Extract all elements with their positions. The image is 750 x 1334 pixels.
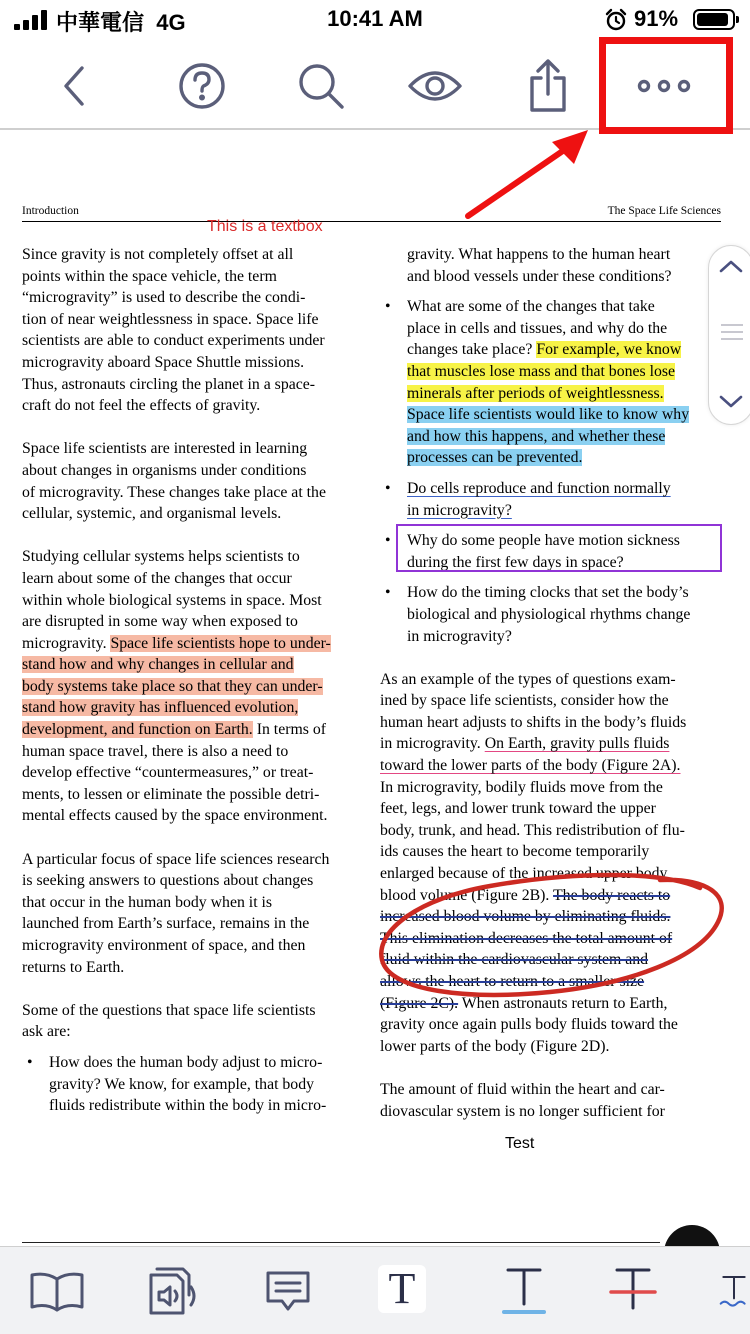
text-line	[22, 849, 364, 871]
view-icon	[406, 66, 464, 106]
text-line	[22, 503, 364, 525]
text-line	[22, 330, 364, 352]
line-text: about changes in organisms under conditions	[22, 461, 307, 479]
annotated-text[interactable]: that muscles lose mass and that bones lose	[407, 362, 676, 380]
text-line	[380, 339, 722, 361]
annotated-text[interactable]: stand how gravity has influenced evolution,	[22, 699, 299, 717]
bullet-icon: •	[385, 479, 391, 497]
line-text: ments, to lessen or eliminate the possible detri-	[22, 785, 320, 803]
search-button[interactable]	[289, 54, 353, 118]
text-line	[22, 1000, 364, 1022]
text-line	[22, 460, 364, 482]
line-text: cellular, systemic, and organismal levels.	[22, 505, 282, 523]
line-text: are disrupted in some way when exposed to	[22, 613, 298, 631]
annotated-text[interactable]: increased blood volume by eliminating fluids.	[380, 908, 671, 926]
line-text: In terms of	[252, 721, 327, 739]
line-text: diovascular system is no longer sufficient for	[380, 1102, 665, 1120]
textbox-annotation[interactable]: This is a textbox	[207, 218, 323, 235]
line-text: changes take place?	[407, 341, 537, 359]
text-line	[22, 935, 364, 957]
line-text: Space life scientists are interested in learning	[22, 440, 308, 458]
line-text: and blood vessels under these conditions?	[407, 267, 672, 285]
line-text: As an example of the types of questions exam-	[380, 670, 676, 688]
annotated-text[interactable]: stand how and why changes in cellular and	[22, 656, 294, 674]
line-text: points within the space vehicle, the term	[22, 267, 277, 285]
read-aloud-button[interactable]	[143, 1263, 203, 1319]
line-text: human space travel, there is also a need to	[22, 742, 289, 760]
squiggly-tool-icon	[718, 1264, 750, 1318]
help-icon	[176, 60, 228, 112]
annotated-text[interactable]: and how this happens, and whether these	[407, 427, 666, 445]
text-line	[380, 604, 722, 626]
text-line	[22, 762, 364, 784]
text-line	[22, 654, 364, 676]
line-text: When astronauts return to Earth,	[458, 994, 668, 1012]
text-line	[22, 395, 364, 417]
comment-icon	[262, 1269, 314, 1313]
line-text: of microgravity. These changes take place at the	[22, 483, 326, 501]
line-text: during the first few days in space?	[407, 553, 624, 571]
text-line	[380, 361, 722, 383]
text-line	[22, 590, 364, 612]
read-aloud-icon	[145, 1265, 201, 1317]
line-text: place in cells and tissues, and why do the	[407, 319, 668, 337]
annotated-text[interactable]: Do cells reproduce and function normally	[407, 479, 671, 497]
line-text: ids causes the heart to become temporarily	[380, 843, 650, 861]
paragraph-gap	[380, 647, 722, 669]
line-text: The amount of fluid within the heart and car-	[380, 1080, 665, 1098]
text-line	[380, 1014, 722, 1036]
line-text: body, trunk, and head. This redistribution of flu-	[380, 821, 685, 839]
annotated-text[interactable]: On Earth, gravity pulls fluids	[484, 735, 670, 753]
page-figure-fragment	[664, 1225, 720, 1246]
comment-button[interactable]	[258, 1263, 318, 1319]
text-tool-icon: T	[388, 1264, 416, 1313]
text-line	[22, 266, 364, 288]
line-text: tion of near weightlessness in space. Space life	[22, 310, 319, 328]
line-text: gravity? We know, for example, that body	[49, 1075, 315, 1093]
text-line	[22, 374, 364, 396]
text-line	[380, 669, 722, 691]
squiggly-tool-button[interactable]	[718, 1263, 750, 1319]
annotated-text[interactable]: allows the heart to return to a smaller size	[380, 973, 645, 990]
share-button[interactable]	[516, 54, 580, 118]
strikethrough-tool-button[interactable]	[603, 1263, 663, 1319]
line-text: How do the timing clocks that set the body’s	[407, 584, 689, 602]
text-line	[380, 383, 722, 405]
text-line	[22, 482, 364, 504]
text-line	[380, 690, 722, 712]
text-line	[380, 447, 722, 469]
scroll-down-icon[interactable]	[717, 392, 745, 412]
line-text: blood volume (Figure 2B).	[380, 886, 554, 904]
page-bottom-rule	[22, 1242, 660, 1243]
text-line	[22, 438, 364, 460]
text-line	[380, 1101, 722, 1123]
line-text: gravity. What happens to the human heart	[407, 246, 671, 263]
paragraph-gap	[22, 525, 364, 547]
document-page	[0, 140, 750, 1246]
underline-tool-icon	[500, 1264, 548, 1318]
annotated-text[interactable]: minerals after periods of weightlessness.	[407, 384, 664, 402]
annotated-text[interactable]: toward the lower parts of the body (Figure 2A).	[380, 757, 681, 775]
bullet-icon: •	[385, 584, 391, 602]
line-text: In microgravity, bodily fluids move from the	[380, 778, 663, 796]
text-line	[380, 755, 722, 777]
text-line	[22, 611, 364, 633]
line-text: Some of the questions that space life scientists	[22, 1001, 316, 1019]
line-text: Why do some people have motion sickness	[407, 532, 680, 550]
text-line	[380, 318, 722, 340]
text-line	[22, 1095, 364, 1117]
paragraph-gap	[380, 573, 722, 582]
search-icon	[295, 60, 347, 112]
line-text: enlarged because of the increased upper body	[380, 865, 668, 883]
text-line	[22, 892, 364, 914]
running-header-right: The Space Life Sciences	[607, 205, 721, 217]
text-line	[22, 568, 364, 590]
line-text: Since gravity is not completely offset at all	[22, 246, 294, 263]
line-text: launched from Earth’s surface, remains in the	[22, 915, 310, 933]
line-text: develop effective “countermeasures,” or treat-	[22, 764, 314, 782]
line-text: fluids redistribute within the body in micro-	[49, 1097, 327, 1115]
text-line	[380, 820, 722, 842]
paragraph-gap	[380, 287, 722, 296]
text-line	[22, 697, 364, 719]
line-text: gravity once again pulls body fluids toward the	[380, 1016, 678, 1034]
rectangle-annotation[interactable]	[396, 524, 722, 572]
text-line	[22, 676, 364, 698]
annotated-text[interactable]: Space life scientists would like to know why	[407, 406, 690, 424]
text-line	[380, 798, 722, 820]
text-line	[380, 244, 722, 266]
bullet-icon: •	[385, 532, 391, 550]
line-text: microgravity environment of space, and then	[22, 937, 306, 954]
line-text: within whole biological systems in space. Most	[22, 591, 322, 609]
annotated-text[interactable]: processes can be prevented.	[407, 449, 583, 467]
text-line	[22, 287, 364, 309]
line-text: microgravity aboard Space Shuttle missions.	[22, 353, 305, 371]
page-scroller[interactable]	[708, 245, 750, 425]
text-line	[380, 626, 722, 648]
view-button[interactable]	[403, 54, 467, 118]
annotated-text[interactable]: body systems take place so that they can under-	[22, 677, 323, 695]
text-line	[22, 913, 364, 935]
annotated-text[interactable]: (Figure 2C).	[380, 994, 459, 1012]
annotation-toolbar	[0, 1246, 750, 1334]
left-column	[22, 244, 364, 1117]
book-icon	[28, 1269, 86, 1313]
text-line	[22, 1074, 364, 1096]
line-text: What are some of the changes that take	[407, 298, 655, 316]
paragraph-gap	[380, 469, 722, 478]
line-text: feet, legs, and lower trunk toward the upper	[380, 800, 656, 818]
text-line	[22, 805, 364, 827]
status-bar	[0, 0, 750, 40]
line-text: human heart adjusts to shifts in the body’s fluids	[380, 713, 687, 731]
annotated-text[interactable]: in microgravity?	[407, 501, 512, 519]
text-line	[22, 309, 364, 331]
battery-percent: 91%	[634, 6, 679, 31]
line-text: Studying cellular systems helps scientists to	[22, 548, 300, 566]
annotation-highlight-box	[599, 37, 733, 134]
line-text: biological and physiological rhythms change	[407, 605, 691, 623]
annotated-text[interactable]: fluid within the cardiovascular system and	[380, 951, 649, 969]
bullet-icon: •	[27, 1053, 33, 1071]
line-text: returns to Earth.	[22, 958, 125, 976]
annotated-text[interactable]: The body reacts to	[553, 886, 671, 904]
text-line	[380, 1036, 722, 1058]
text-line	[22, 633, 364, 655]
line-text: scientists are able to conduct experiments under	[22, 332, 325, 350]
line-text: ask are:	[22, 1023, 71, 1041]
line-text: microgravity.	[22, 634, 111, 652]
line-text: “microgravity” is used to describe the condi-	[22, 289, 306, 307]
text-line	[380, 733, 722, 755]
line-text: A particular focus of space life sciences research	[22, 850, 330, 868]
annotated-text[interactable]: For example, we know	[536, 341, 682, 359]
line-text: in microgravity.	[380, 735, 485, 753]
text-line	[380, 1079, 722, 1101]
paragraph-gap	[380, 1057, 722, 1079]
help-button[interactable]	[170, 54, 234, 118]
arrow-annotation	[460, 120, 600, 224]
line-text: lower parts of the body (Figure 2D).	[380, 1037, 610, 1055]
scroll-grip-icon[interactable]	[721, 324, 743, 344]
scroll-up-icon[interactable]	[717, 256, 745, 276]
annotated-text[interactable]: This elimination decreases the total amount of	[380, 929, 673, 947]
list-item-line	[380, 478, 722, 500]
annotated-text[interactable]: Space life scientists hope to under-	[110, 634, 331, 652]
list-item-line	[380, 582, 722, 604]
strikethrough-tool-icon	[607, 1264, 659, 1318]
text-line	[380, 500, 722, 522]
line-text: learn about some of the changes that occur	[22, 569, 292, 587]
text-line	[380, 266, 722, 288]
text-line	[380, 777, 722, 799]
test-text-annotation[interactable]: Test	[505, 1135, 535, 1152]
alarm-icon	[604, 8, 628, 32]
paragraph-gap	[22, 978, 364, 1000]
text-line	[22, 870, 364, 892]
text-line	[380, 712, 722, 734]
text-line	[22, 719, 364, 741]
list-item-line	[380, 296, 722, 318]
paragraph-gap	[22, 417, 364, 439]
text-line	[22, 957, 364, 979]
text-line	[22, 1021, 364, 1043]
text-line	[22, 741, 364, 763]
line-text: is seeking answers to questions about changes	[22, 872, 314, 890]
text-line	[380, 404, 722, 426]
line-text: craft do not feel the effects of gravity.	[22, 397, 261, 415]
text-line	[22, 546, 364, 568]
running-header-left: Introduction	[22, 205, 79, 217]
text-line	[22, 352, 364, 374]
back-icon	[56, 62, 96, 110]
list-item-line	[22, 1052, 364, 1074]
back-button[interactable]	[44, 54, 108, 118]
line-text: How does the human body adjust to micro-	[49, 1053, 323, 1071]
battery-icon	[693, 9, 735, 30]
bookmarks-button[interactable]	[27, 1263, 87, 1319]
bullet-icon: •	[385, 298, 391, 316]
share-icon	[524, 58, 572, 114]
text-line	[22, 784, 364, 806]
ink-circle-annotation[interactable]	[360, 860, 750, 1010]
line-text: ined by space life scientists, consider how the	[380, 692, 669, 710]
line-text: in microgravity?	[407, 627, 512, 645]
paragraph-gap	[22, 827, 364, 849]
line-text: that occur in the human body when it is	[22, 893, 273, 911]
text-line	[22, 244, 364, 266]
line-text: Thus, astronauts circling the planet in a space-	[22, 375, 316, 393]
carrier-label: 中華電信 4G	[56, 10, 186, 35]
line-text: mental effects caused by the space environment.	[22, 807, 328, 825]
header-rule	[22, 221, 721, 222]
text-tool-button[interactable]	[378, 1265, 426, 1313]
text-line	[380, 426, 722, 448]
underline-tool-button[interactable]	[494, 1263, 554, 1319]
paragraph-gap	[22, 1043, 364, 1052]
status-time: 10:41 AM	[327, 6, 423, 31]
annotated-text[interactable]: development, and function on Earth.	[22, 721, 253, 739]
